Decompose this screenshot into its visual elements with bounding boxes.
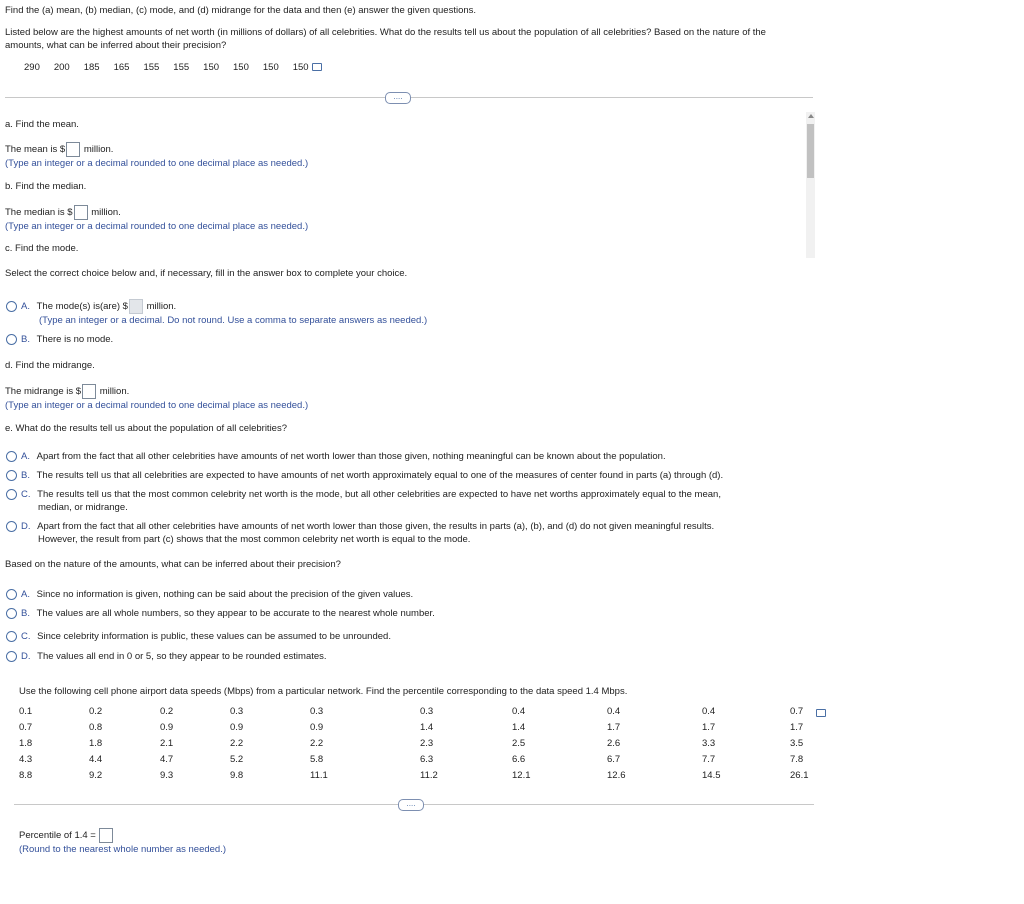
speed-value-cell: 0.1 — [19, 706, 33, 717]
speed-value-cell: 6.3 — [420, 754, 434, 765]
speed-value-cell: 2.5 — [512, 738, 526, 749]
radio-button[interactable] — [6, 521, 17, 532]
speed-value-cell: 11.2 — [420, 770, 438, 781]
radio-button[interactable] — [6, 470, 17, 481]
population-option-c-line2: median, or midrange. — [38, 502, 128, 513]
speed-value-cell: 8.8 — [19, 770, 33, 781]
population-option-d[interactable] — [6, 521, 714, 532]
speed-value-cell: 0.4 — [607, 706, 621, 717]
data-value: 290 — [24, 62, 40, 73]
data-value: 150 — [233, 62, 249, 73]
speed-value-cell: 26.1 — [790, 770, 809, 781]
population-option-b[interactable] — [6, 470, 723, 481]
speed-value-cell: 12.6 — [607, 770, 626, 781]
speed-value-cell: 0.2 — [160, 706, 174, 717]
mode-option-a-hint: (Type an integer or a decimal. Do not round. Use a comma to separate answers as needed.) — [39, 315, 428, 326]
option-letter: B. — [21, 608, 30, 620]
precision-option-b[interactable] — [6, 608, 435, 619]
speed-value-cell: 9.2 — [89, 770, 103, 781]
problem2-instruction: Use the following cell phone airport data speeds (Mbps) from a particular network. Find the percentile corresponding to the data speed 1.4 Mbps. — [19, 686, 628, 697]
mode-option-a[interactable] — [6, 299, 176, 314]
speed-value-cell: 0.4 — [512, 706, 526, 717]
part-c-heading: c. Find the mode. — [5, 243, 79, 254]
precision-question: Based on the nature of the amounts, what can be inferred about their precision? — [5, 559, 341, 570]
option-text: Since celebrity information is public, these values can be assumed to be unrounded. — [37, 631, 391, 643]
data-values-row — [24, 62, 322, 73]
speed-value-cell: 2.1 — [160, 738, 174, 749]
radio-button[interactable] — [6, 489, 17, 500]
option-letter: C. — [21, 489, 31, 501]
option-letter: D. — [21, 521, 31, 533]
population-option-c[interactable] — [6, 489, 721, 500]
option-text: The results tell us that the most common celebrity net worth is the mode, but all other celebrities are expected to have net worths approximately equal to the mean, — [37, 489, 721, 501]
data-value: 150 — [262, 62, 279, 73]
radio-button[interactable] — [6, 301, 17, 312]
population-option-d-line2: However, the result from part (c) shows that the most common celebrity net worth is equal to the mode. — [38, 534, 471, 545]
speed-value-cell: 4.3 — [19, 754, 33, 765]
option-text: The results tell us that all celebrities are expected to have amounts of net worth approximately equal to one of the measures of center found in parts (a) through (d). — [36, 470, 724, 482]
option-letter: B. — [21, 334, 30, 346]
option-text: Apart from the fact that all other celebrities have amounts of net worth lower than those given, nothing meaningful can be known about the population. — [36, 451, 666, 463]
precision-option-c[interactable] — [6, 631, 391, 642]
precision-option-d[interactable] — [6, 651, 327, 662]
scroll-up-arrow-icon[interactable] — [808, 114, 814, 118]
part-e-heading: e. What do the results tell us about the population of all celebrities? — [5, 423, 288, 434]
speed-value-cell: 4.4 — [89, 754, 103, 765]
problem1-instruction: Find the (a) mean, (b) median, (c) mode, and (d) midrange for the data and then (e) answer the given questions. — [5, 5, 477, 16]
part-b-prefix: The median is $ — [5, 207, 73, 219]
speed-value-cell: 1.4 — [512, 722, 526, 733]
percentile-prefix: Percentile of 1.4 = — [19, 830, 96, 842]
part-d-suffix: million. — [99, 386, 130, 398]
mean-answer-box[interactable] — [66, 142, 80, 157]
speed-value-cell: 0.9 — [230, 722, 244, 733]
data-value: 155 — [173, 62, 190, 73]
speed-value-cell: 1.7 — [607, 722, 621, 733]
speed-value-cell: 0.9 — [310, 722, 324, 733]
radio-button[interactable] — [6, 334, 17, 345]
option-text: Apart from the fact that all other celebrities have amounts of net worth lower than those given, the results in parts (a), (b), and (d) do not given meaningful results. — [37, 521, 715, 533]
part-d-prefix: The midrange is $ — [5, 386, 82, 398]
copy-data-icon[interactable] — [816, 709, 826, 717]
speed-value-cell: 4.7 — [160, 754, 174, 765]
part-a-prefix: The mean is $ — [5, 144, 66, 156]
option-text: The values are all whole numbers, so they appear to be accurate to the nearest whole number. — [36, 608, 435, 620]
option-text: The values all end in 0 or 5, so they appear to be rounded estimates. — [37, 651, 327, 663]
data-value: 200 — [53, 62, 70, 73]
part-a-heading: a. Find the mean. — [5, 119, 79, 130]
mode-option-b[interactable] — [6, 334, 113, 345]
problem1-description-line1: Listed below are the highest amounts of net worth (in millions of dollars) of all celebrities. What do the results tell us about the population of all celebrities? Based on the nature of the — [5, 27, 766, 38]
speed-value-cell: 9.3 — [160, 770, 174, 781]
speed-value-cell: 0.7 — [19, 722, 33, 733]
speed-value-cell: 1.7 — [702, 722, 716, 733]
expand-dots-button-2[interactable]: .... — [398, 799, 424, 811]
radio-button[interactable] — [6, 451, 17, 462]
data-value: 150 — [292, 62, 309, 73]
option-letter: D. — [21, 651, 31, 663]
speed-value-cell: 3.3 — [702, 738, 716, 749]
precision-option-a[interactable] — [6, 589, 413, 600]
speed-value-cell: 5.8 — [310, 754, 324, 765]
speed-value-cell: 0.7 — [790, 706, 804, 717]
radio-button[interactable] — [6, 608, 17, 619]
speed-value-cell: 2.6 — [607, 738, 621, 749]
percentile-answer-box[interactable] — [99, 828, 113, 843]
speed-value-cell: 5.2 — [230, 754, 244, 765]
option-letter: A. — [21, 301, 30, 313]
speed-value-cell: 0.3 — [310, 706, 324, 717]
midrange-answer-box[interactable] — [82, 384, 96, 399]
scrollbar-thumb[interactable] — [807, 124, 814, 178]
part-b-heading: b. Find the median. — [5, 181, 87, 192]
option-text: Since no information is given, nothing can be said about the precision of the given values. — [36, 589, 414, 601]
data-value: 185 — [83, 62, 100, 73]
speed-value-cell: 6.7 — [607, 754, 621, 765]
speed-value-cell: 0.3 — [420, 706, 434, 717]
problem1-description-line2: amounts, what can be inferred about their precision? — [5, 40, 227, 51]
part-a-answer-line — [5, 142, 113, 157]
speed-value-cell: 11.1 — [310, 770, 328, 781]
speed-value-cell: 1.7 — [790, 722, 804, 733]
data-value: 165 — [113, 62, 130, 73]
option-letter: B. — [21, 470, 30, 482]
speed-value-cell: 7.8 — [790, 754, 804, 765]
speed-value-cell: 0.9 — [160, 722, 174, 733]
mode-answer-box[interactable] — [129, 299, 143, 314]
option-letter: C. — [21, 631, 31, 643]
part-b-hint: (Type an integer or a decimal rounded to one decimal place as needed.) — [5, 221, 309, 232]
speed-value-cell: 0.8 — [89, 722, 103, 733]
speed-value-cell: 1.8 — [89, 738, 103, 749]
speed-value-cell: 6.6 — [512, 754, 526, 765]
median-answer-box[interactable] — [74, 205, 88, 220]
part-d-heading: d. Find the midrange. — [5, 360, 95, 371]
option-letter: A. — [21, 589, 30, 601]
part-b-suffix: million. — [91, 207, 121, 219]
radio-button[interactable] — [6, 631, 17, 642]
speed-value-cell: 14.5 — [702, 770, 721, 781]
population-option-a[interactable] — [6, 451, 666, 462]
speed-value-cell: 0.3 — [230, 706, 244, 717]
option-a-prefix: The mode(s) is(are) $ — [36, 301, 128, 313]
percentile-hint: (Round to the nearest whole number as needed.) — [19, 844, 227, 855]
part-a-hint: (Type an integer or a decimal rounded to one decimal place as needed.) — [5, 158, 309, 169]
speed-value-cell: 1.4 — [420, 722, 434, 733]
data-value: 150 — [203, 62, 220, 73]
speed-value-cell: 0.4 — [702, 706, 716, 717]
speed-value-cell: 3.5 — [790, 738, 804, 749]
speed-value-cell: 0.2 — [89, 706, 103, 717]
expand-dots-button[interactable]: .... — [385, 92, 411, 104]
part-d-answer-line — [5, 384, 129, 399]
data-value: 155 — [143, 62, 160, 73]
option-text: There is no mode. — [36, 334, 114, 346]
percentile-answer-line — [19, 828, 114, 843]
speed-value-cell: 2.3 — [420, 738, 434, 749]
option-a-suffix: million. — [146, 301, 177, 313]
speed-value-cell: 2.2 — [230, 738, 244, 749]
speed-value-cell: 12.1 — [512, 770, 531, 781]
part-c-prompt: Select the correct choice below and, if necessary, fill in the answer box to complete your choice. — [5, 268, 408, 279]
copy-data-icon[interactable] — [312, 63, 322, 71]
option-letter: A. — [21, 451, 30, 463]
speed-value-cell: 2.2 — [310, 738, 324, 749]
speed-value-cell: 9.8 — [230, 770, 244, 781]
part-d-hint: (Type an integer or a decimal rounded to one decimal place as needed.) — [5, 400, 309, 411]
part-b-answer-line — [5, 205, 121, 220]
radio-button[interactable] — [6, 651, 17, 662]
speed-value-cell: 1.8 — [19, 738, 33, 749]
radio-button[interactable] — [6, 589, 17, 600]
part-a-suffix: million. — [83, 144, 114, 156]
speed-value-cell: 7.7 — [702, 754, 716, 765]
